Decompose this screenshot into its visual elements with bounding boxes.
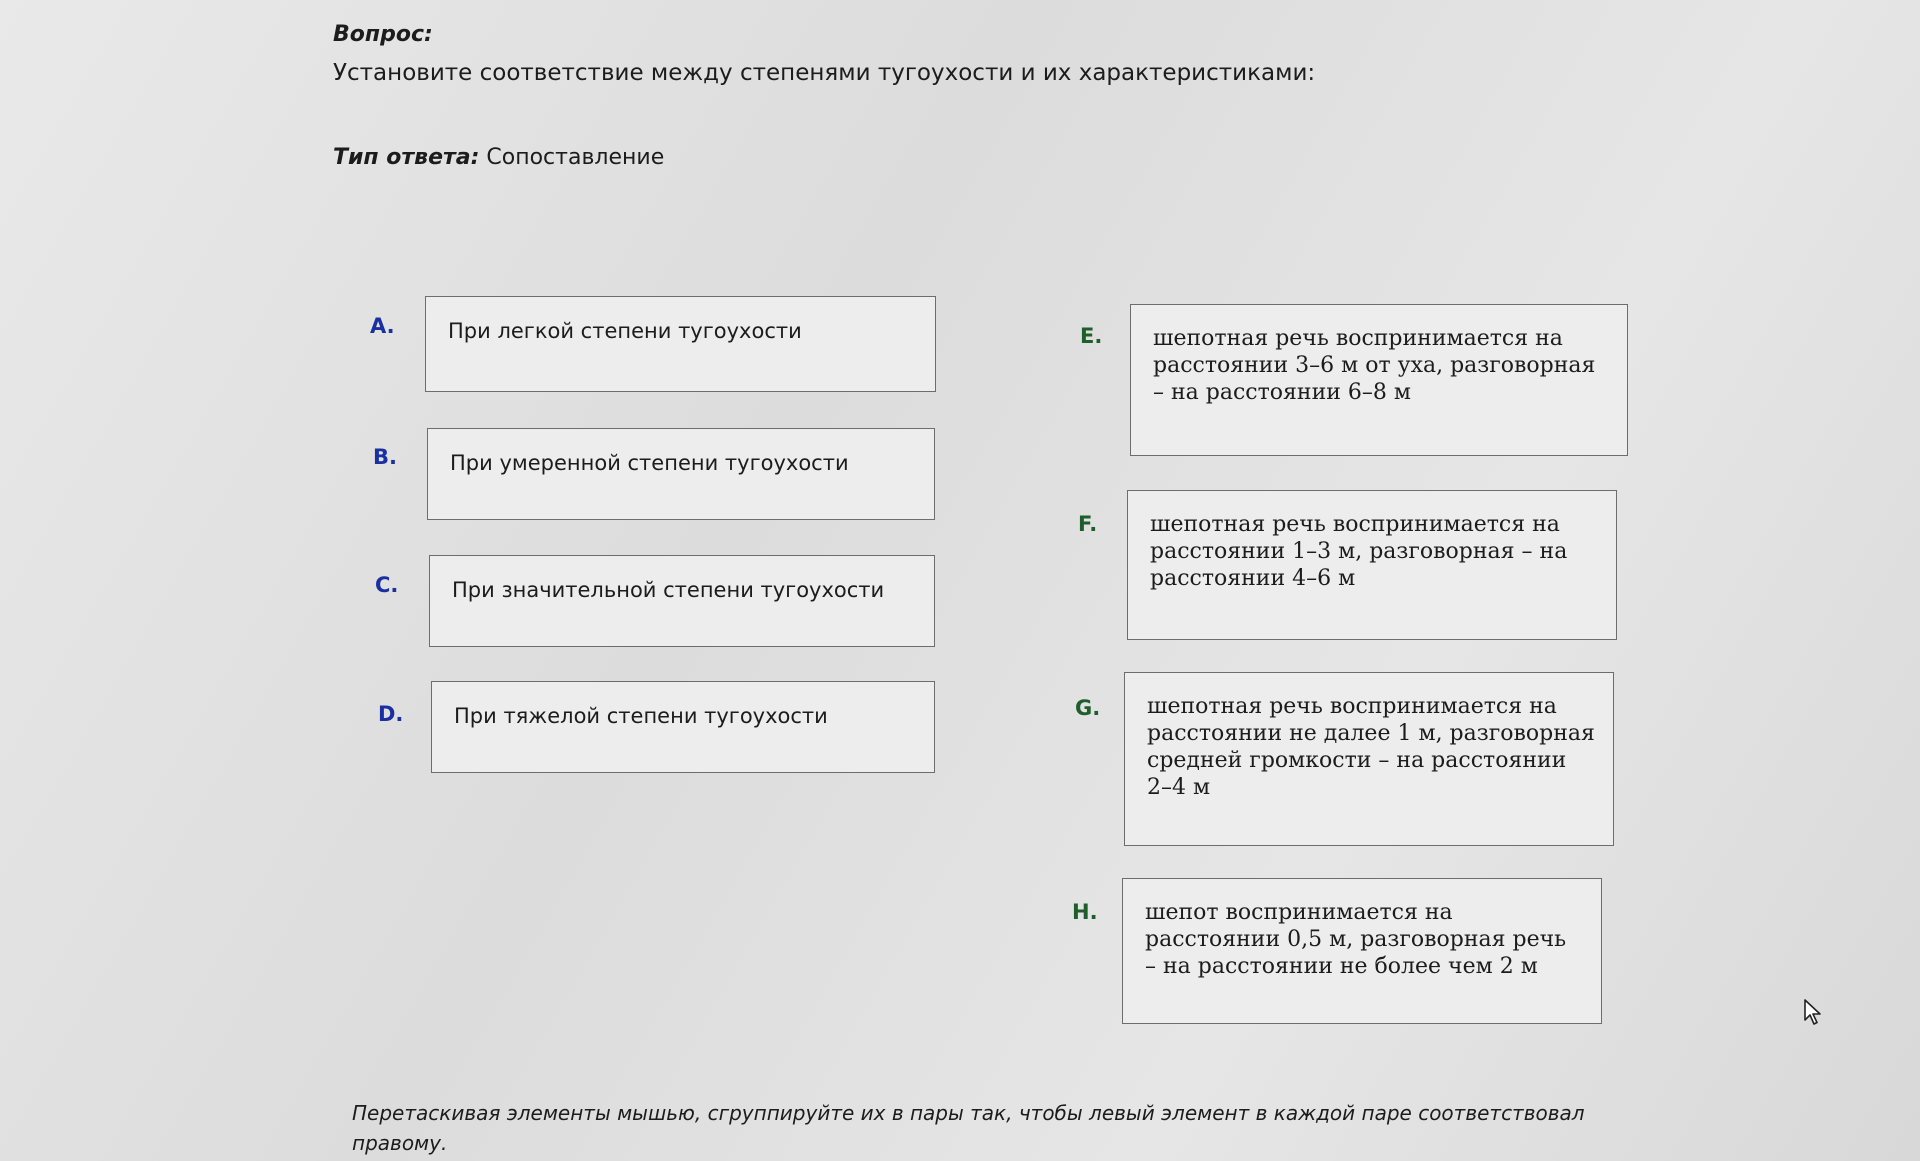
match-item-a[interactable] [425, 296, 936, 392]
match-item-text: шепотная речь воспринимается на расстоянии 1–3 м, разговорная – на расстоянии 4–6 м [1150, 512, 1568, 591]
match-item-e[interactable] [1130, 304, 1628, 456]
match-item-text: шепотная речь воспринимается на расстоянии не далее 1 м, разговорная средней громкости – на расстоянии 2–4 м [1147, 694, 1595, 800]
answer-type-value: Сопоставление [486, 145, 665, 170]
match-item-text: При умеренной степени тугоухости [450, 451, 849, 475]
letter-b: B. [373, 445, 397, 469]
match-item-text: шепотная речь воспринимается на расстоянии 3–6 м от уха, разговорная – на расстоянии 6–8 м [1153, 326, 1596, 405]
match-item-text: шепот воспринимается на расстоянии 0,5 м, разговорная речь – на расстоянии не более чем 2 м [1145, 900, 1567, 979]
match-item-text: При легкой степени тугоухости [448, 319, 802, 343]
match-item-g[interactable] [1124, 672, 1614, 846]
letter-f: F. [1078, 512, 1098, 536]
match-item-text: При значительной степени тугоухости [452, 578, 885, 602]
mouse-pointer-icon [1803, 998, 1823, 1026]
answer-type-label: Тип ответа: [333, 145, 480, 170]
letter-c: C. [375, 573, 399, 597]
letter-a: A. [370, 314, 395, 338]
match-item-text: При тяжелой степени тугоухости [454, 704, 828, 728]
match-item-d[interactable] [431, 681, 935, 773]
letter-d: D. [378, 702, 404, 726]
letter-e: E. [1080, 324, 1103, 348]
question-text: Установите соответствие между степенями тугоухости и их характеристиками: [333, 60, 1316, 86]
question-label: Вопрос: [333, 22, 433, 47]
letter-h: H. [1072, 900, 1098, 924]
answer-type [333, 145, 664, 170]
match-item-b[interactable] [427, 428, 935, 520]
instruction-text: Перетаскивая элементы мышью, сгруппируйте их в пары так, чтобы левый элемент в каждой паре соответствовал правому. [352, 1101, 1585, 1155]
match-item-f[interactable] [1127, 490, 1617, 640]
letter-g: G. [1075, 696, 1101, 720]
match-item-h[interactable] [1122, 878, 1602, 1024]
match-item-c[interactable] [429, 555, 935, 647]
